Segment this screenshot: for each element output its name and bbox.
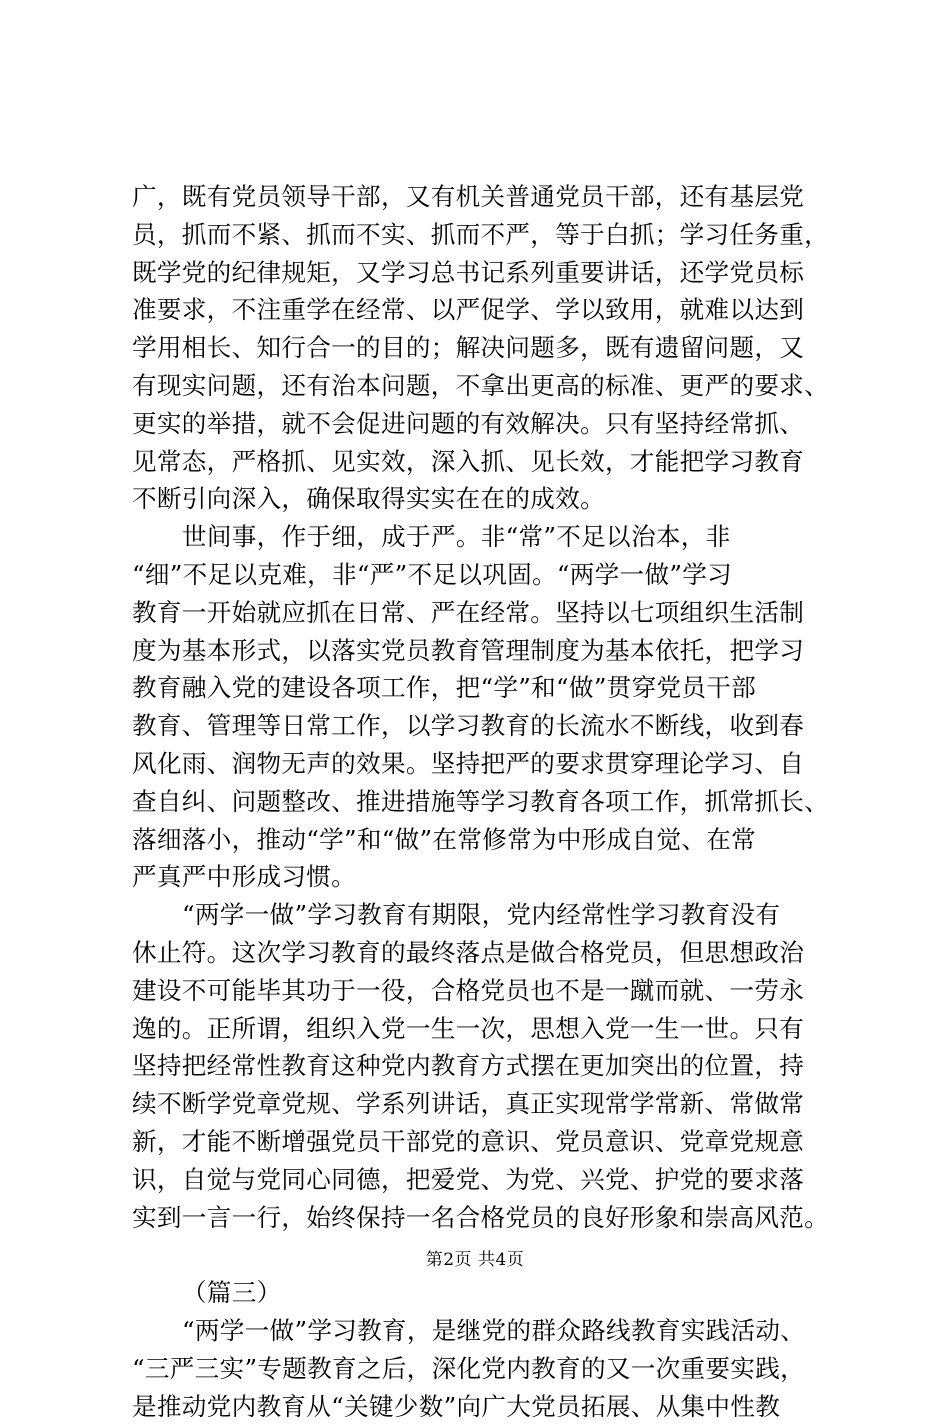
text-line: 查自纠、问题整改、推进措施等学习教育各项工作，抓常抓长、	[132, 786, 830, 816]
text-line: 度为基本形式，以落实党员教育管理制度为基本依托，把学习	[132, 635, 805, 665]
text-line: 既学党的纪律规矩，又学习总书记系列重要讲话，还学党员标	[132, 257, 805, 287]
text-line: 休止符。这次学习教育的最终落点是做合格党员，但思想政治	[132, 937, 805, 967]
text-line: 是推动党内教育从“关键少数”向广大党员拓展、从集中性教	[132, 1391, 781, 1421]
text-line: 员，抓而不紧、抓而不实、抓而不严，等于白抓；学习任务重，	[132, 219, 830, 249]
paragraph-continued	[132, 178, 852, 518]
text-line: 严真严中形成习惯。	[132, 862, 357, 892]
text-line: 见常态，严格抓、见实效，深入抓、见长效，才能把学习教育	[132, 446, 805, 476]
text-line: 建设不可能毕其功于一役，合格党员也不是一蹴而就、一劳永	[132, 975, 805, 1005]
text-line: 广，既有党员领导干部，又有机关普通党员干部，还有基层党	[132, 182, 805, 211]
section-heading-block	[132, 1274, 852, 1312]
text-line: 风化雨、润物无声的效果。坚持把严的要求贯穿理论学习、自	[132, 748, 805, 778]
text-line: 教育一开始就应抓在日常、严在经常。坚持以七项组织生活制	[132, 597, 805, 627]
text-line: 不断引向深入，确保取得实实在在的成效。	[132, 484, 605, 514]
text-line: 实到一言一行，始终保持一名合格党员的良好形象和崇高风范。	[132, 1202, 830, 1232]
text-line: 世间事，作于细，成于严。非“常”不足以治本，非	[182, 522, 731, 552]
text-line: 有现实问题，还有治本问题，不拿出更高的标准、更严的要求、	[132, 370, 830, 400]
text-line: 更实的举措，就不会促进问题的有效解决。只有坚持经常抓、	[132, 408, 805, 438]
text-line: 学用相长、知行合一的目的；解决问题多，既有遗留问题，又	[132, 333, 805, 363]
paragraph-4	[132, 1312, 852, 1425]
page-footer	[0, 1245, 950, 1270]
section-heading: （篇三）	[182, 1278, 282, 1308]
text-line: 教育、管理等日常工作，以学习教育的长流水不断线，收到春	[132, 711, 805, 741]
text-line: “三严三实”专题教育之后，深化党内教育的又一次重要实践，	[132, 1353, 805, 1383]
page-number: 第2页 共4页	[425, 1250, 525, 1270]
text-line: 坚持把经常性教育这种党内教育方式摆在更加突出的位置，持	[132, 1051, 805, 1081]
text-line: 新，才能不断增强党员干部党的意识、党员意识、党章党规意	[132, 1126, 805, 1156]
text-line: “两学一做”学习教育有期限，党内经常性学习教育没有	[182, 900, 781, 930]
text-line: 识，自觉与党同心同德，把爱党、为党、兴党、护党的要求落	[132, 1164, 805, 1194]
paragraph-3	[132, 896, 852, 1236]
text-line: 准要求，不注重学在经常、以严促学、学以致用，就难以达到	[132, 295, 805, 325]
text-line: “两学一做”学习教育，是继党的群众路线教育实践活动、	[182, 1316, 806, 1346]
text-line: 落细落小，推动“学”和“做”在常修常为中形成自觉、在常	[132, 824, 757, 854]
paragraph-2	[132, 518, 852, 896]
text-line: 教育融入党的建设各项工作，把“学”和“做”贯穿党员干部	[132, 673, 757, 703]
document-body	[132, 178, 852, 1426]
text-line: “细”不足以克难，非“严”不足以巩固。“两学一做”学习	[132, 559, 733, 589]
text-line: 逸的。正所谓，组织入党一生一次，思想入党一生一世。只有	[132, 1013, 805, 1043]
text-line: 续不断学党章党规、学系列讲话，真正实现常学常新、常做常	[132, 1089, 805, 1119]
